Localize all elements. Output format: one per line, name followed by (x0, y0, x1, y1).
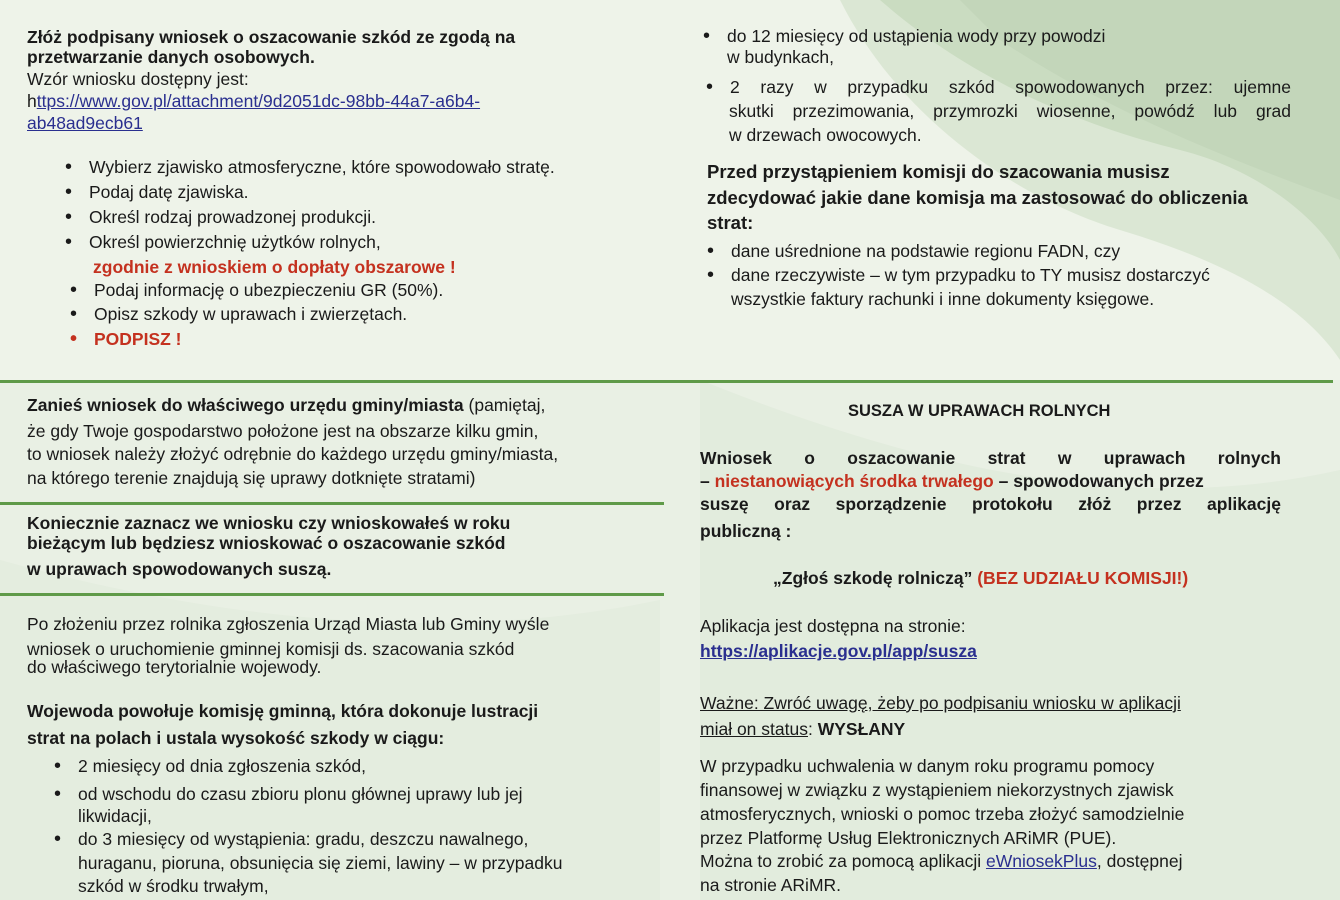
pue-line6: na stronie ARiMR. (700, 875, 842, 895)
list-item: • Określ powierzchnię użytków rolnych, (89, 231, 555, 254)
submit-heading-line1: Złóż podpisany wniosek o oszacowanie szkód ze zgodą na (27, 27, 516, 47)
drought-note-line1: Koniecznie zaznacz we wniosku czy wnioskowałeś w roku (27, 513, 511, 533)
list-item: • Podaj informację o ubezpieczeniu GR (50%). (94, 279, 443, 302)
voivode-line1: Wojewoda powołuje komisję gminną, która dokonuje lustracji (27, 701, 539, 721)
template-link-line2[interactable]: ab48ad9ecb61 (27, 113, 143, 133)
list-item: • dane uśrednione na podstawie regionu FADN, czy (731, 240, 1210, 263)
section-divider (0, 502, 664, 505)
commission-heading-line3: strat: (707, 212, 754, 233)
important-line2: miał on status: WYSŁANY (700, 719, 906, 739)
pue-line5: Można to zrobić za pomocą aplikacji eWniosekPlus, dostępnej (700, 851, 1183, 871)
form-instructions-list (89, 156, 555, 254)
availability-text: Aplikacja jest dostępna na stronie: (700, 616, 966, 636)
template-text: Wzór wniosku dostępny jest: (27, 69, 249, 89)
deadline-list (727, 25, 1105, 48)
app-name-line: „Zgłoś szkodę rolniczą” (BEZ UDZIAŁU KOMISJI!) (773, 568, 1189, 588)
app-line2: – niestanowiących środka trwałego – spowodowanych przez (700, 471, 1204, 491)
commission-heading-line2: zdecydować jakie dane komisja ma zastosować do obliczenia (707, 187, 1248, 208)
list-item: • 2 miesięcy od dnia zgłoszenia szkód, (78, 755, 523, 778)
app-line3: suszę oraz sporządzenie protokołu złóż przez aplikację (700, 494, 1281, 514)
inspection-terms-list-2 (78, 828, 528, 851)
ewniosekplus-link[interactable]: eWniosekPlus (985, 851, 1097, 871)
section-divider (0, 593, 664, 596)
term-line: likwidacji, (78, 806, 152, 826)
list-item: • Podaj datę zjawiska. (89, 181, 555, 204)
drought-note-line3: w uprawach spowodowanych suszą. (27, 559, 332, 579)
list-item: • Opisz szkody w uprawach i zwierzętach. (94, 303, 443, 326)
list-item: • Określ rodzaj prowadzonej produkcji. (89, 206, 555, 229)
deadline-list-2 (730, 76, 1291, 99)
pue-line1: W przypadku uchwalenia w danym roku programu pomocy (700, 756, 1155, 776)
app-line1: Wniosek o oszacowanie strat w uprawach rolnych (700, 448, 1281, 468)
pue-line3: atmosferycznych, wnioski o pomoc trzeba złożyć samodzielnie (700, 804, 1185, 824)
drought-note-line2: bieżącym lub będziesz wnioskować o oszacowanie szkód (27, 533, 506, 553)
after-line1: Po złożeniu przez rolnika zgłoszenia Urząd Miasta lub Gminy wyśle (27, 614, 550, 634)
sign-item: • PODPISZ ! (94, 328, 443, 351)
app-line4: publiczną : (700, 521, 792, 541)
deadline-line: w budynkach, (727, 47, 835, 67)
template-link-line1[interactable]: https://www.gov.pl/attachment/9d2051dc-98bb-44a7-a6b4- (27, 91, 481, 111)
list-item: • do 12 miesięcy od ustąpienia wody przy powodzi (727, 25, 1105, 48)
after-line2: wniosek o uruchomienie gminnej komisji ds. szacowania szkód (27, 639, 515, 659)
inspection-terms-list (78, 755, 523, 806)
deadline-line: w drzewach owocowych. (729, 125, 922, 145)
section-divider (0, 380, 1333, 383)
list-item: • Wybierz zjawisko atmosferyczne, które spowodowało stratę. (89, 156, 555, 179)
list-item: • 2 razy w przypadku szkód spowodowanych przez: ujemne (730, 76, 1291, 99)
list-item: • do 3 miesięcy od wystąpienia: gradu, deszczu nawalnego, (78, 828, 528, 851)
list-item: • od wschodu do czasu zbioru plonu głównej uprawy lub jej (78, 783, 523, 806)
deadline-line: skutki przezimowania, przymrozki wiosenne, powódź lub grad (729, 101, 1291, 121)
term-line: huraganu, pioruna, obsunięcia się ziemi, lawiny – w przypadku (78, 853, 563, 873)
list-item: • dane rzeczywiste – w tym przypadku to TY musisz dostarczyć (731, 264, 1210, 287)
office-line3: to wniosek należy złożyć odrębnie do każdego urzędu gminy/miasta, (27, 444, 559, 464)
voivode-line2: strat na polach i ustala wysokość szkody w ciągu: (27, 728, 445, 748)
office-line1: Zanieś wniosek do właściwego urzędu gminy/miasta (pamiętaj, (27, 395, 546, 415)
pue-line2: finansowej w związku z wystąpieniem niekorzystnych zjawisk (700, 780, 1174, 800)
drought-section-title: SUSZA W UPRAWACH ROLNYCH (848, 402, 1111, 420)
office-line4: na którego terenie znajdują się uprawy dotknięte stratami) (27, 468, 476, 488)
form-instructions-list-2 (94, 279, 443, 351)
office-line2: że gdy Twoje gospodarstwo położone jest na obszarze kilku gmin, (27, 421, 539, 441)
term-line: szkód w środku trwałym, (78, 876, 269, 896)
important-line1: Ważne: Zwróć uwagę, żeby po podpisaniu wniosku w aplikacji (700, 693, 1181, 713)
data-choice-line: wszystkie faktury rachunki i inne dokumenty księgowe. (731, 289, 1155, 309)
data-choice-list (731, 240, 1210, 287)
after-line3: do właściwego terytorialnie wojewody. (27, 657, 322, 677)
submit-heading-line2: przetwarzanie danych osobowych. (27, 47, 315, 67)
drought-app-link[interactable]: https://aplikacje.gov.pl/app/susza (700, 641, 977, 661)
commission-heading-line1: Przed przystąpieniem komisji do szacowania musisz (707, 161, 1170, 182)
pue-line4: przez Platformę Usług Elektronicznych ARiMR (PUE). (700, 828, 1117, 848)
area-payment-note: zgodnie z wnioskiem o dopłaty obszarowe ! (93, 257, 456, 277)
